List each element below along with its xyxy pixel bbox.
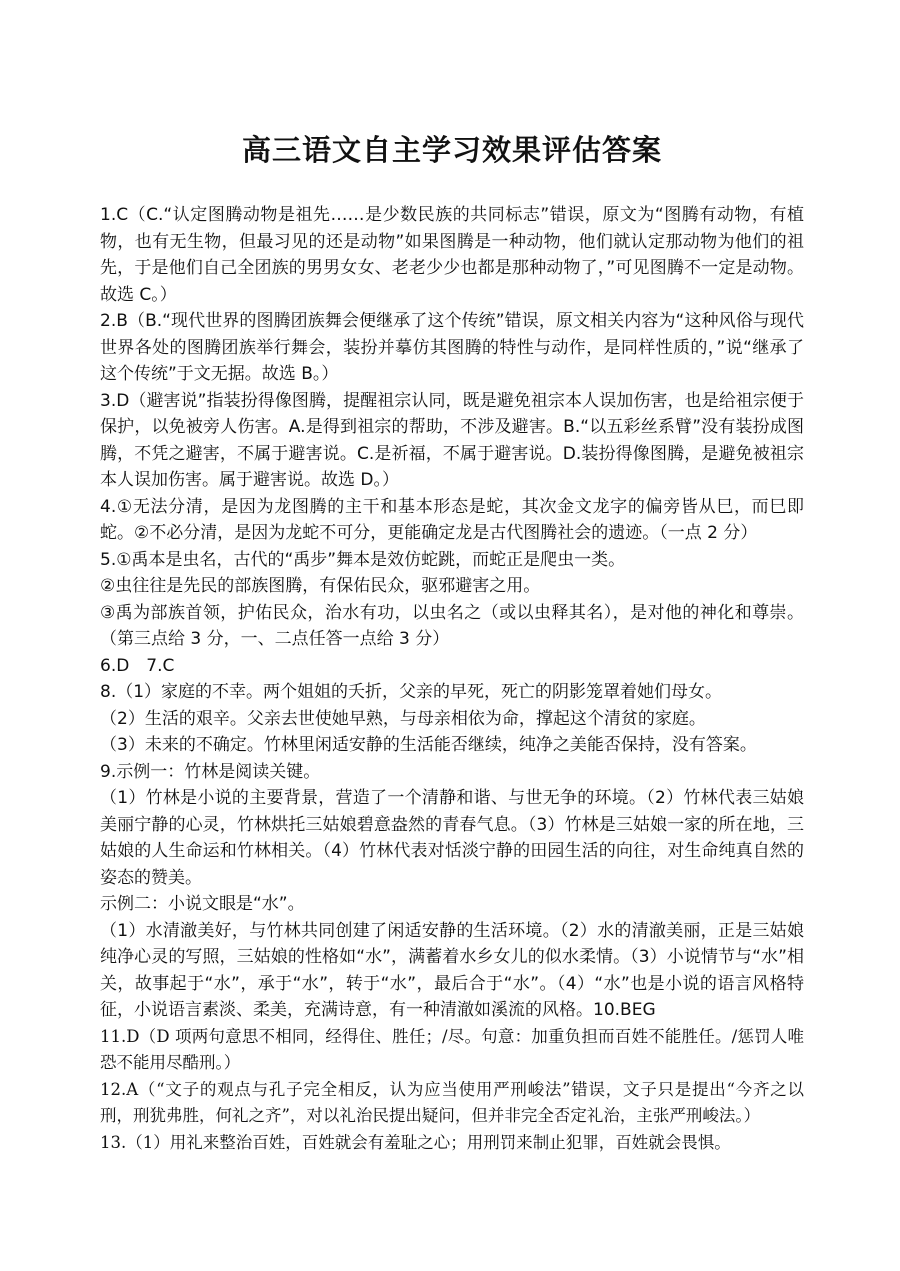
answer-line-11: 11.D（D 项两句意思不相同，经得住、胜任；/尽。句意：加重负担而百姓不能胜任。/惩罚人唯恐不能用尽酷刑。）: [100, 1026, 804, 1072]
answer-line-5-3: ③禹为部族首领，护佑民众，治水有功，以虫名之（或以虫释其名），是对他的神化和尊崇。（第三点给 3 分，一、二点任答一点给 3 分）: [100, 602, 804, 649]
answer-line-4: 4.①无法分清，是因为龙图腾的主干和基本形态是蛇，其次金文龙字的偏旁皆从巳，而巳即蛇。②不必分清，是因为龙蛇不可分，更能确定龙是古代图腾社会的遗迹。（一点 2 分）: [100, 496, 804, 543]
answer-content: [100, 202, 804, 1156]
answer-line-9-example-1: 9.示例一：竹林是阅读关键。: [100, 761, 321, 782]
answer-line-13: 13.（1）用礼来整治百姓，百姓就会有羞耻之心；用刑罚来制止犯罪，百姓就会畏惧。: [100, 1132, 731, 1152]
answer-line-8-2: （2）生活的艰辛。父亲去世使她早熟，与母亲相依为命，撑起这个清贫的家庭。: [100, 708, 706, 729]
answer-line-9-example-2: 示例二：小说文眼是“水”。: [100, 894, 305, 914]
answer-line-5-2: ②虫往往是先民的部族图腾，有保佑民众，驱邪避害之用。: [100, 576, 541, 596]
page-title: 高三语文自主学习效果评估答案: [241, 133, 662, 167]
answer-line-6-7: 6.D 7.C: [100, 655, 175, 676]
answer-line-5: 5.①禹本是虫名，古代的“禹步”舞本是效仿蛇跳，而蛇正是爬虫一类。: [100, 549, 626, 570]
answer-line-8-3: （3）未来的不确定。竹林里闲适安静的生活能否继续，纯净之美能否保持，没有答案。: [100, 735, 757, 755]
answer-line-1: 1.C（C.“认定图腾动物是祖先……是少数民族的共同标志”错误，原文为“图腾有动物，有植物，也有无生物，但最习见的还是动物”如果图腾是一种动物，他们就认定那动物为他们的祖先，于是他们自己全团族的男男女女、老老少少也都是那种动物了，”可见图腾不一定是动物。故选 C。）: [100, 205, 804, 305]
answer-line-12: 12.A（“文子的观点与孔子完全相反，认为应当使用严刑峻法”错误，文子只是提出“今齐之以刑，刑犹弗胜，何礼之齐”，对以礼治民提出疑问，但并非完全否定礼治，主张严刑峻法。）: [100, 1079, 804, 1125]
answer-line-9-example-2-body: （1）水清澈美好，与竹林共同创建了闲适安静的生活环境。（2）水的清澈美丽，正是三姑娘纯净心灵的写照，三姑娘的性格如“水”，满蓄着水乡女儿的似水柔情。（3）小说情节与“水”相关，故事起于“水”，承于“水”，转于“水”，最后合于“水”。（4）“水”也是小说的语言风格特征，小说语言素淡、柔美，充满诗意，有一种清澈如溪流的风格。10.BEG: [100, 920, 804, 1020]
answer-line-9-example-1-body: （1）竹林是小说的主要背景，营造了一个清静和谐、与世无争的环境。（2）竹林代表三姑娘美丽宁静的心灵，竹林烘托三姑娘碧意盎然的青春气息。（3）竹林是三姑娘一家的所在地，三姑娘的人生命运和竹林相关。（4）竹林代表对恬淡宁静的田园生活的向往，对生命纯真自然的姿态的赞美。: [100, 788, 804, 888]
answer-line-8-1: 8.（1）家庭的不幸。两个姐姐的夭折，父亲的早死，死亡的阴影笼罩着她们母女。: [100, 682, 723, 702]
answer-line-2: 2.B（B.“现代世界的图腾团族舞会便继承了这个传统”错误，原文相关内容为“这种风俗与现代世界各处的图腾团族举行舞会，装扮并摹仿其图腾的特性与动作，是同样性质的，”说“继承了这个传统”于文无据。故选 B。）: [100, 311, 804, 384]
answer-line-3: 3.D（避害说”指装扮得像图腾，提醒祖宗认同，既是避免祖宗本人误加伤害，也是给祖宗便于保护，以免被旁人伤害。A.是得到祖宗的帮助，不涉及避害。B.“以五彩丝系臂”没有装扮成图腾，不凭之避害，不属于避害说。C.是祈福，不属于避害说。D.装扮得像图腾，是避免被祖宗本人误加伤害。属于避害说。故选 D。）: [100, 390, 804, 490]
